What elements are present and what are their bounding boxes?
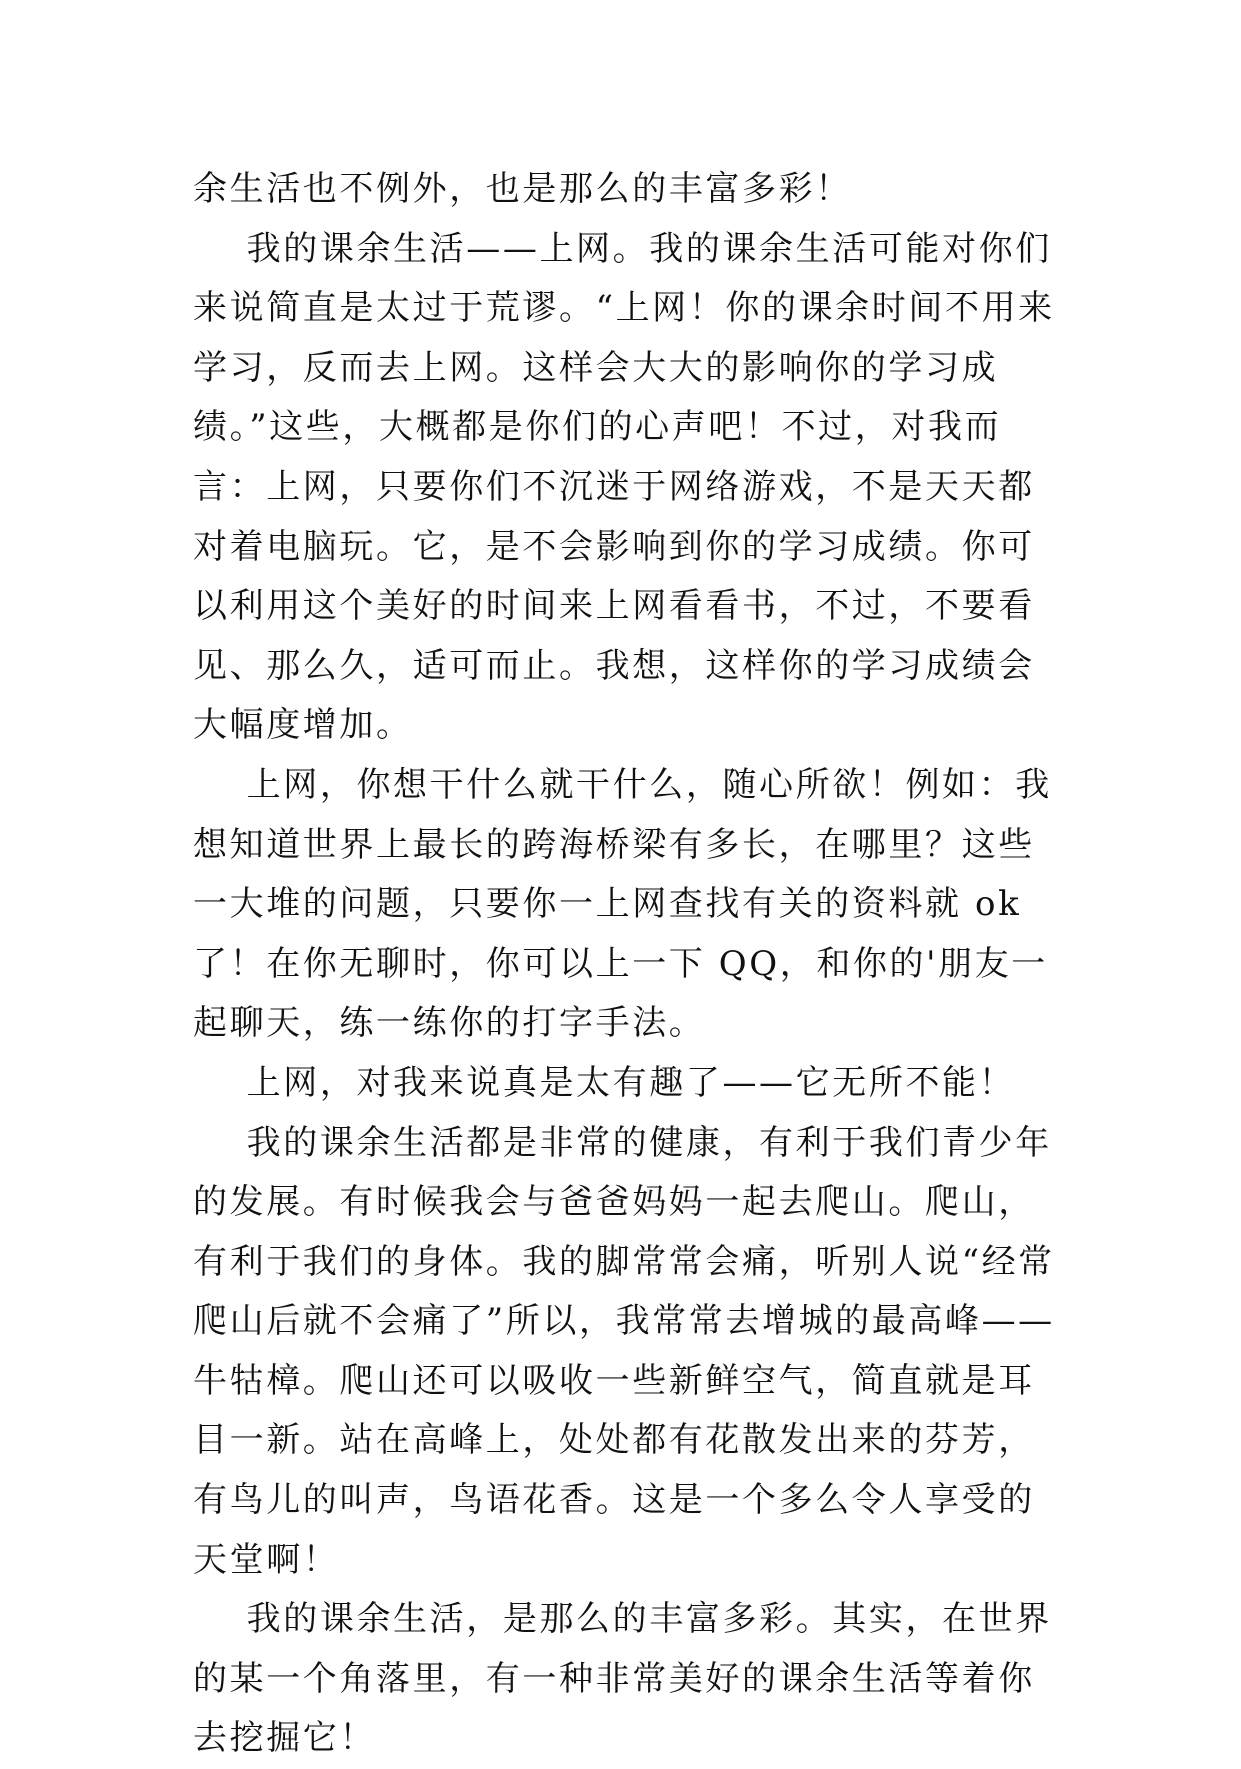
paragraph-internet-fun: 上网，对我来说真是太有趣了——它无所不能！ — [193, 1062, 1016, 1103]
paragraph-mountain-climbing: 我的课余生活都是非常的健康，有利于我们青少年的发展。有时候我会与爸爸妈妈一起去爬山。爬山，有利于我们的身体。我的脚常常会痛，听别人说“经常爬山后就不会痛了”所以，我常常去增城的最高峰——牛牯樟。爬山还可以吸收一些新鲜空气，简直就是耳目一新。站在高峰上，处处都有花散发出来的芬芳，有鸟儿的叫声，鸟语花香。这是一个多么令人享受的天堂啊！ — [193, 1122, 1055, 1580]
paragraph-continued: 余生活也不例外，也是那么的丰富多彩！ — [193, 169, 852, 209]
paragraph-internet-freedom: 上网，你想干什么就干什么，随心所欲！例如：我想知道世界上最长的跨海桥梁有多长，在哪里？这些一大堆的问题，只要你一上网查找有关的资料就 ok 了！在你无聊时，你可以上一下 QQ，和你的'朋友一起聊天，练一练你的打字手法。 — [193, 764, 1052, 1044]
document-body — [193, 160, 1063, 1769]
paragraph-internet-hobby: 我的课余生活——上网。我的课余生活可能对你们来说简直是太过于荒谬。“上网！你的课余时间不用来学习，反而去上网。这样会大大的影响你的学习成绩。”这些，大概都是你们的心声吧！不过，对我而言：上网，只要你们不沉迷于网络游戏，不是天天都对着电脑玩。它，是不会影响到你的学习成绩。你可以利用这个美好的时间来上网看看书，不过，不要看见、那么久，适可而止。我想，这样你的学习成绩会大幅度增加。 — [193, 228, 1055, 746]
paragraph-conclusion: 我的课余生活，是那么的丰富多彩。其实，在世界的某一个角落里，有一种非常美好的课余生活等着你去挖掘它！ — [193, 1599, 1052, 1759]
